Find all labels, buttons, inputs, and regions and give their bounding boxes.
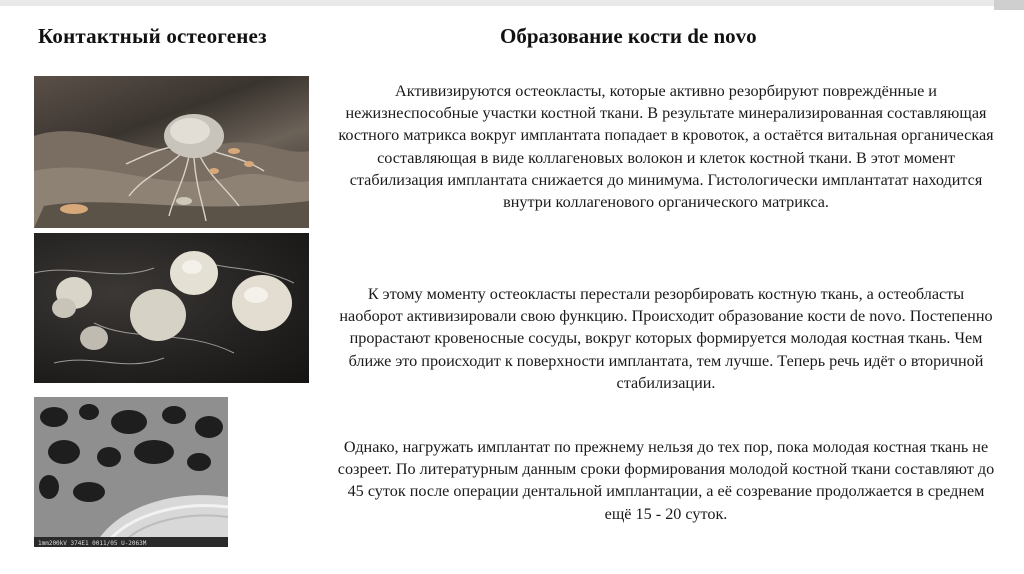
paragraph-de-novo: К этому моменту остеокласты перестали резорбировать костную ткань, а остеобласты наоборот активизировали свою функцию. Происходит образование кости de novo. Постепенно прорастают кровеносные сосуды, вокруг которых формируется молодая костная ткань. Чем ближе это происходит к поверхности имплантата, тем лучше. Теперь речь идёт о вторичной стабилизации.: [339, 285, 993, 392]
corner-decoration: [994, 0, 1024, 10]
sem-micrograph-image: [34, 397, 228, 547]
top-rule: [0, 0, 1024, 6]
osteoclast-illustration: [34, 76, 309, 228]
paragraph-resorption: Активизируются остеокласты, которые активно резорбируют повреждённые и нежизнеспособные участки костной ткани. В результате минерализированная составляющая костного матрикса вокруг имплантата попадает в кровоток, а остаётся витальная органическая составляющая в виде коллагеновых волокон и клеток костной ткани. В этот момент стабилизация имплантата снижается до минимума. Гистологически имплантатат находится внутри коллагенового органического матрикса.: [338, 82, 994, 212]
paragraph-maturation: Однако, нагружать имплантат по прежнему нельзя до тех пор, пока молодая костная ткань не созреет. По литературным данным сроки формирования молодой костной ткани составляют до 45 суток после операции дентальной имплантации, а её созревание продолжается в среднем ещё 15 - 20 суток.: [337, 438, 995, 523]
sem-caption: 1mm200kV 374E1 0011/05 U-2063M: [38, 540, 147, 547]
sem-micrograph: [34, 397, 228, 547]
osteoblasts-image: [34, 233, 309, 383]
osteoblasts-illustration: [34, 233, 309, 383]
right-title: Образование кости de novo: [500, 24, 757, 48]
left-title: Контактный остеогенез: [38, 24, 267, 48]
osteoclast-image: [34, 76, 309, 228]
